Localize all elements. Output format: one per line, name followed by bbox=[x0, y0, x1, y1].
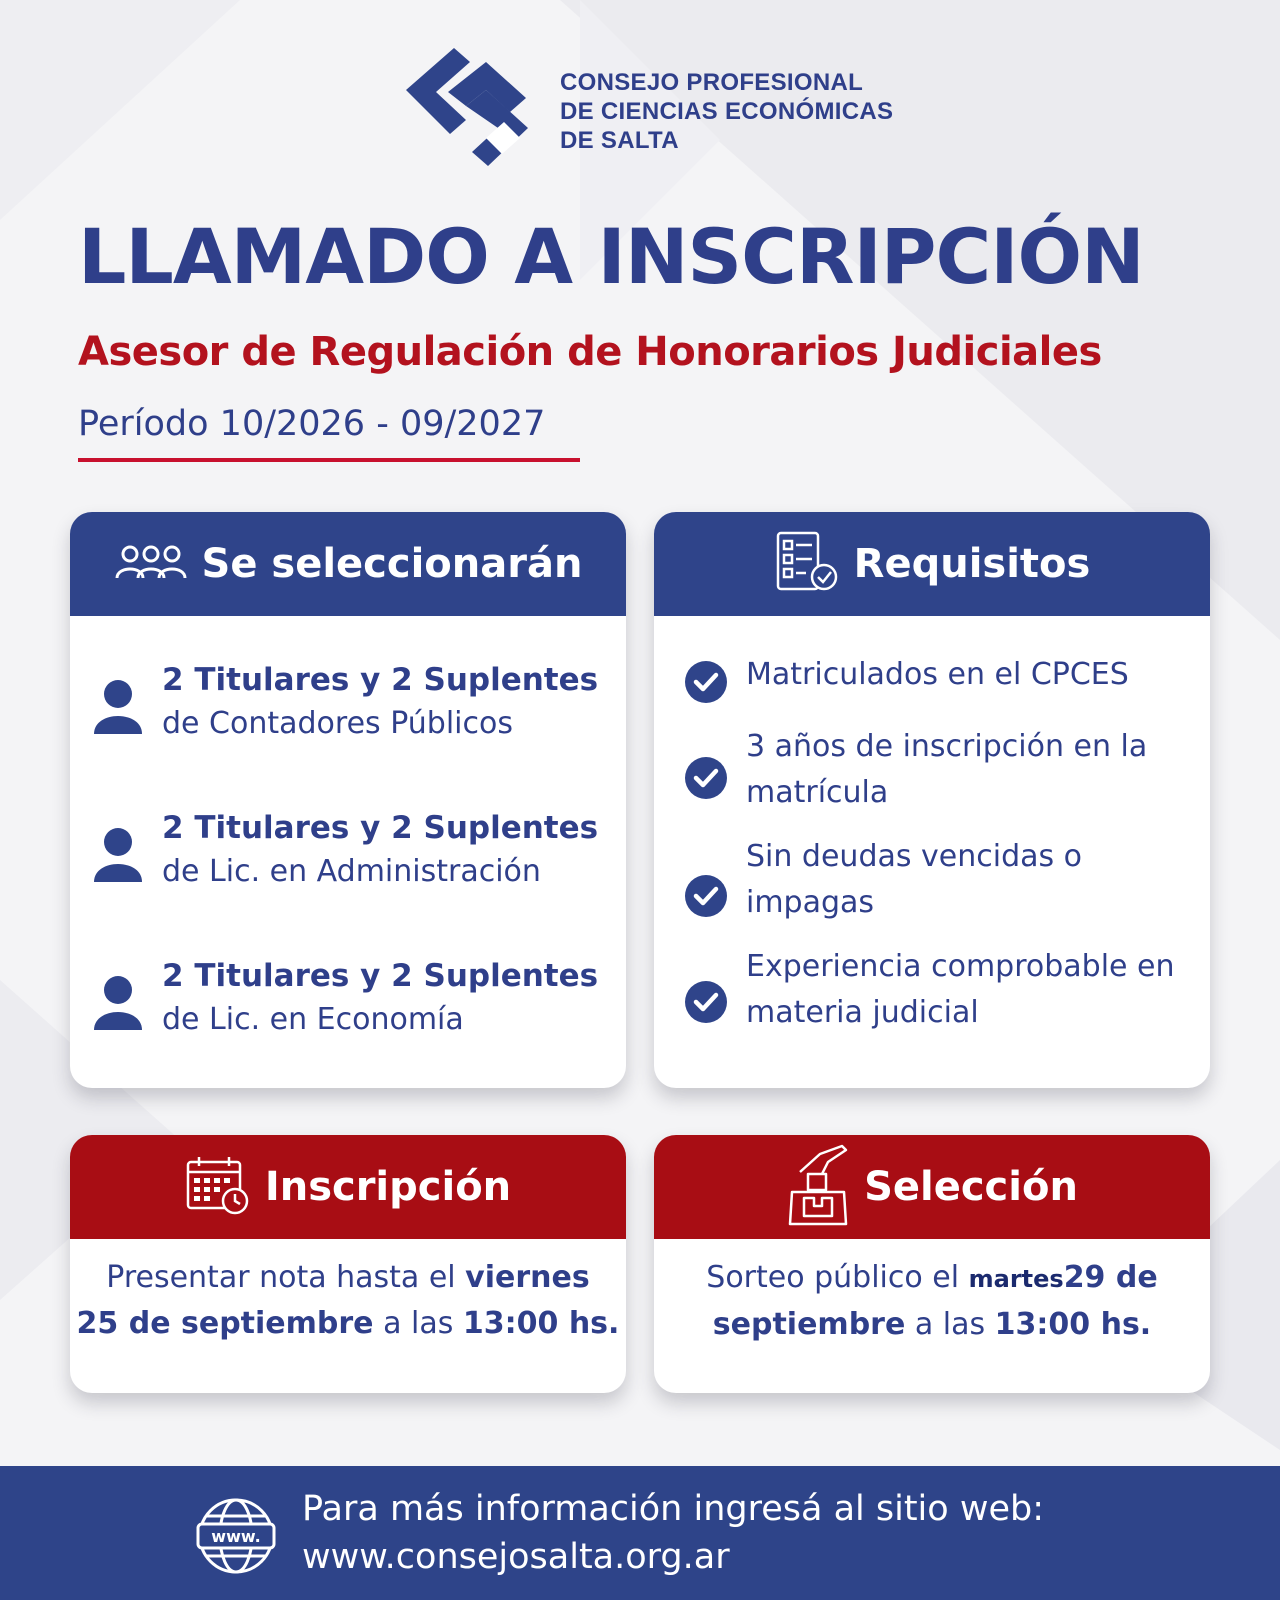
check-circle-icon bbox=[684, 874, 728, 918]
check-circle-icon bbox=[684, 660, 728, 704]
seleccion-text bbox=[654, 1255, 1210, 1348]
calendar-clock-icon bbox=[185, 1154, 251, 1220]
seleccionaran-header bbox=[70, 512, 626, 616]
website-link[interactable]: www.consejosalta.org.ar bbox=[302, 1537, 730, 1577]
inscripcion-day: viernes bbox=[465, 1260, 590, 1295]
inscripcion-header bbox=[70, 1135, 626, 1239]
inscripcion-text bbox=[70, 1255, 626, 1347]
person-icon bbox=[92, 826, 144, 884]
list-item bbox=[70, 954, 626, 1046]
footer bbox=[0, 1466, 1280, 1600]
person-icon bbox=[92, 974, 144, 1032]
footer-info-text: Para más información ingresá al sitio web: bbox=[302, 1489, 1044, 1529]
seleccionaran-title: Se seleccionarán bbox=[201, 541, 583, 587]
item-bold: 2 Titulares y 2 Suplentes bbox=[162, 662, 599, 698]
check-circle-icon bbox=[684, 756, 728, 800]
list-item bbox=[70, 806, 626, 898]
inscripcion-text-d: a las bbox=[373, 1306, 463, 1341]
requisito-text: Matriculados en el CPCES bbox=[746, 657, 1129, 692]
cpce-logo bbox=[378, 42, 556, 172]
requisitos-title: Requisitos bbox=[853, 541, 1091, 587]
www-label: www. bbox=[211, 1527, 261, 1546]
item-bold: 2 Titulares y 2 Suplentes bbox=[162, 958, 599, 994]
requisito-text: Experiencia comprobable en materia judicial bbox=[746, 949, 1175, 1030]
seleccion-title: Selección bbox=[864, 1164, 1078, 1210]
seleccion-text-a: Sorteo público el bbox=[706, 1260, 969, 1295]
org-name bbox=[560, 68, 893, 155]
seleccion-day: martes bbox=[968, 1265, 1064, 1293]
org-name-line-1: CONSEJO PROFESIONAL bbox=[560, 69, 864, 96]
item-bold: 2 Titulares y 2 Suplentes bbox=[162, 810, 599, 846]
checklist-icon bbox=[774, 530, 840, 598]
org-name-line-3: DE SALTA bbox=[560, 127, 679, 154]
requisitos-header bbox=[654, 512, 1210, 616]
seleccion-text-e: a las bbox=[905, 1307, 995, 1342]
inscripcion-card bbox=[70, 1135, 626, 1393]
period-underline bbox=[78, 458, 580, 462]
list-item bbox=[70, 658, 626, 750]
requisito-text: Sin deudas vencidas o impagas bbox=[746, 839, 1083, 920]
inscripcion-date: 25 de septiembre bbox=[76, 1306, 374, 1341]
ballot-box-icon bbox=[786, 1142, 850, 1232]
org-name-line-2: DE CIENCIAS ECONÓMICAS bbox=[560, 98, 894, 125]
group-icon bbox=[114, 542, 188, 586]
page-subtitle: Asesor de Regulación de Honorarios Judiciales bbox=[78, 329, 1102, 375]
seleccion-header bbox=[654, 1135, 1210, 1239]
inscripcion-time: 13:00 hs. bbox=[462, 1306, 620, 1341]
item-text: de Lic. en Economía bbox=[162, 1002, 464, 1037]
item-text: de Lic. en Administración bbox=[162, 854, 541, 889]
seleccion-date-a: 29 de bbox=[1063, 1260, 1158, 1295]
seleccion-time: 13:00 hs. bbox=[994, 1307, 1152, 1342]
item-text: de Contadores Públicos bbox=[162, 706, 513, 741]
inscripcion-title: Inscripción bbox=[264, 1164, 512, 1210]
page-title: LLAMADO A INSCRIPCIÓN bbox=[78, 212, 1144, 301]
requisitos-card bbox=[654, 512, 1210, 1088]
globe-www-icon bbox=[192, 1496, 280, 1576]
inscripcion-text-a: Presentar nota hasta el bbox=[106, 1260, 466, 1295]
requisito-text: 3 años de inscripción en la matrícula bbox=[746, 729, 1148, 810]
seleccion-card bbox=[654, 1135, 1210, 1393]
seleccion-date-b: septiembre bbox=[712, 1307, 906, 1342]
person-icon bbox=[92, 678, 144, 736]
period-label: Período 10/2026 - 09/2027 bbox=[78, 404, 546, 444]
seleccionaran-card bbox=[70, 512, 626, 1088]
check-circle-icon bbox=[684, 980, 728, 1024]
